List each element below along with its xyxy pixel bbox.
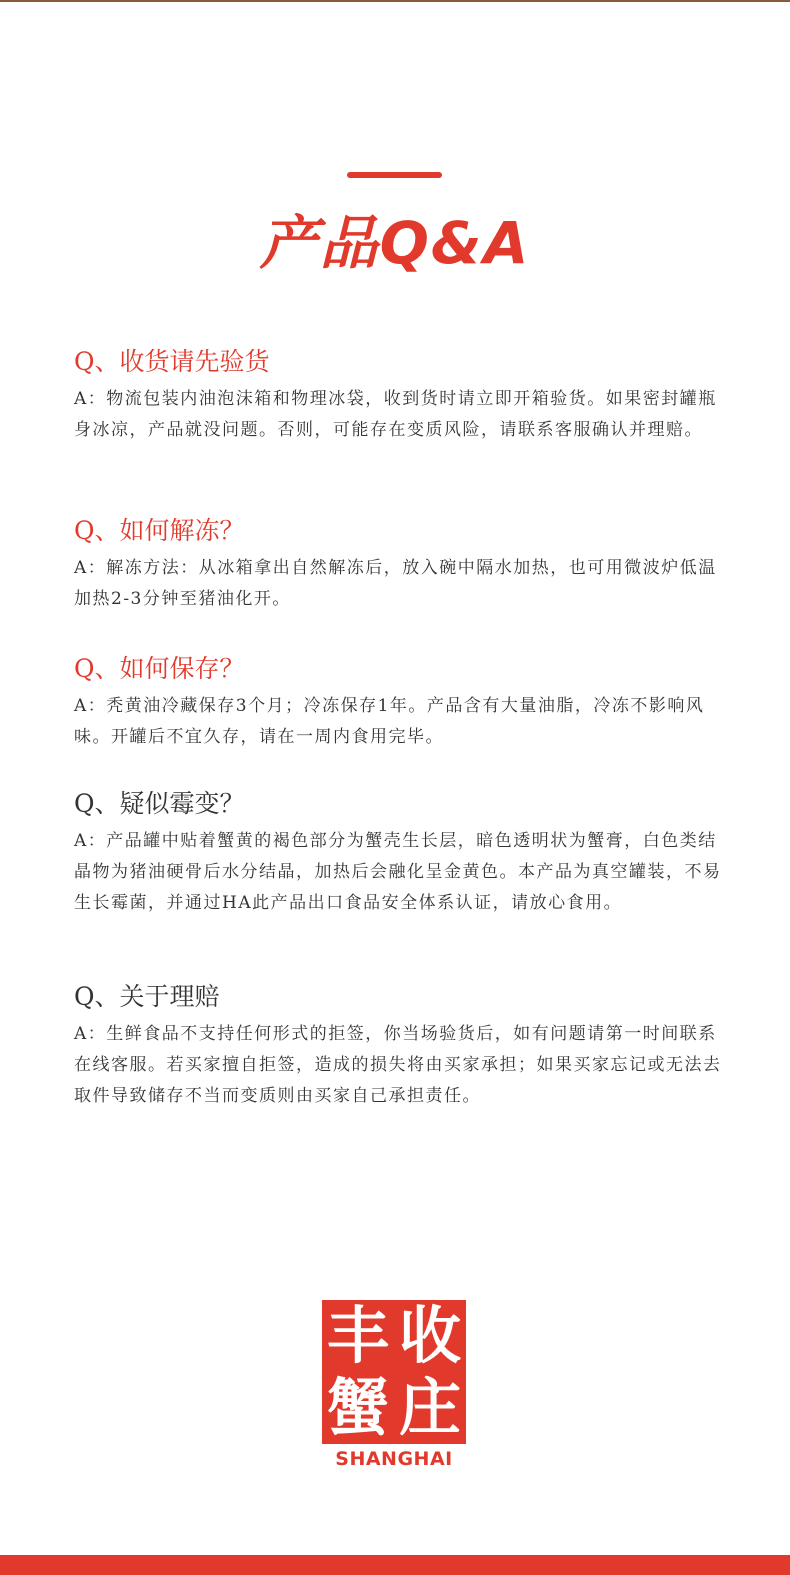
logo-char: 庄 (398, 1371, 461, 1444)
qa-question: Q、关于理赔 (74, 982, 220, 1011)
qa-question: Q、如何保存？ (74, 654, 245, 683)
qa-answer: A：秃黄油冷藏保存3个月；冷冻保存1年。产品含有大量油脂，冷冻不影响风味。开罐后不宜久存，请在一周内食用完毕。 (74, 696, 705, 747)
qa-answer: A：物流包装内油泡沫箱和物理冰袋，收到货时请立即开箱验货。如果密封罐瓶身冰凉，产品就没问题。否则，可能存在变质风险，请联系客服确认并理赔。 (74, 389, 717, 440)
qa-question: Q、如何解冻？ (74, 516, 245, 545)
logo-char: 收 (398, 1299, 461, 1372)
top-divider (0, 0, 790, 2)
qa-answer: A：产品罐中贴着蟹黄的褐色部分为蟹壳生长层，暗色透明状为蟹膏，白色类结晶物为猪油硬骨后水分结晶，加热后会融化呈金黄色。本产品为真空罐装，不易生长霉菌，并通过HA此产品出口食品安全体系认证，请放心食用。 (74, 831, 722, 913)
title-accent-bar (347, 172, 442, 178)
qa-question: Q、疑似霉变？ (74, 789, 245, 818)
qa-item-claims (74, 979, 724, 1112)
qa-item-receiving (74, 344, 724, 446)
bottom-accent-bar (0, 1555, 790, 1575)
logo-char: 蟹 (326, 1371, 389, 1444)
page-title: 产品Q&A (259, 209, 531, 277)
brand-logo (322, 1300, 466, 1444)
qa-item-thawing (74, 513, 724, 615)
qa-answer: A：解冻方法：从冰箱拿出自然解冻后，放入碗中隔水加热，也可用微波炉低温加热2-3分钟至猪油化开。 (74, 558, 717, 609)
qa-item-mold (74, 786, 724, 919)
logo-char: 丰 (326, 1299, 389, 1372)
qa-item-storage (74, 651, 724, 753)
qa-question: Q、收货请先验货 (74, 347, 270, 376)
logo-subtitle: SHANGHAI (335, 1448, 453, 1470)
qa-answer: A：生鲜食品不支持任何形式的拒签，你当场验货后，如有问题请第一时间联系在线客服。若买家擅自拒签，造成的损失将由买家承担；如果买家忘记或无法去取件导致储存不当而变质则由买家自己承担责任。 (74, 1024, 722, 1106)
